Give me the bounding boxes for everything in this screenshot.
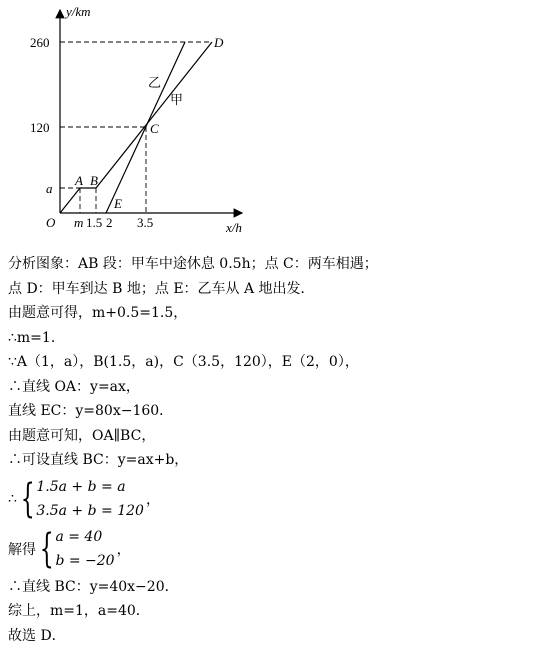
solution-line: 点 D：甲车到达 B 地；点 E：乙车从 A 地出发． (8, 280, 315, 297)
point-label-d: D (214, 35, 224, 50)
solution-line: ∴可设直线 BC：y=ax+b， (8, 452, 189, 468)
system-suffix: ， (116, 541, 131, 558)
left-brace: { (39, 525, 54, 572)
x-tick-2: 2 (106, 215, 113, 230)
solution-line: 由题意可得，m+0.5=1.5， (8, 305, 188, 321)
line-label-jia: 甲 (170, 92, 184, 107)
point-label-e: E (114, 196, 122, 211)
solution-line: 由题意可知，OA∥BC， (8, 427, 156, 444)
y-tick-120: 120 (30, 120, 50, 135)
system-suffix: ， (145, 491, 160, 508)
solution-line: ∴直线 BC：y=40x−20． (8, 578, 179, 595)
solution-line: 综上，m=1，a=40． (8, 603, 150, 619)
x-tick-m: m (74, 215, 84, 230)
line-yi (106, 42, 185, 213)
y-tick-260: 260 (30, 35, 50, 50)
point-label-b: B (90, 173, 98, 188)
left-brace: { (20, 475, 35, 522)
x-tick-3-5: 3.5 (137, 215, 154, 230)
system-row: a = 40 (55, 528, 103, 545)
point-label-c: C (150, 121, 159, 136)
x-axis-label: x/h (226, 220, 242, 235)
y-axis-label: y/km (66, 4, 91, 19)
system-prefix: ∴ (8, 490, 17, 507)
distance-time-graph (0, 0, 260, 240)
y-tick-a: a (46, 181, 53, 196)
line-label-yi: 乙 (148, 75, 162, 90)
equation-system-1 (8, 475, 538, 523)
system-row: 3.5a + b = 120 (36, 502, 144, 519)
solution-line: ∵A（1，a），B(1.5，a)，C（3.5，120），E（2，0）， (8, 354, 359, 370)
system-prefix: 解得 (8, 541, 36, 558)
solution-line: 分析图象：AB 段：甲车中途休息 0.5h；点 C：两车相遇； (8, 256, 378, 272)
system-row: 1.5a + b = a (36, 478, 126, 495)
solution-line: 故选 D． (8, 627, 66, 644)
origin-label: O (46, 215, 56, 230)
solution-text (8, 252, 538, 648)
solution-line: ∴直线 OA：y=ax， (8, 378, 140, 395)
solution-line: ∴m=1． (8, 329, 65, 346)
equation-system-2 (8, 525, 538, 573)
solution-line: 直线 EC：y=80x−160． (8, 403, 174, 419)
x-tick-1-5: 1.5 (86, 215, 103, 230)
point-label-a: A (75, 173, 83, 188)
system-row: b = −20 (55, 552, 115, 569)
